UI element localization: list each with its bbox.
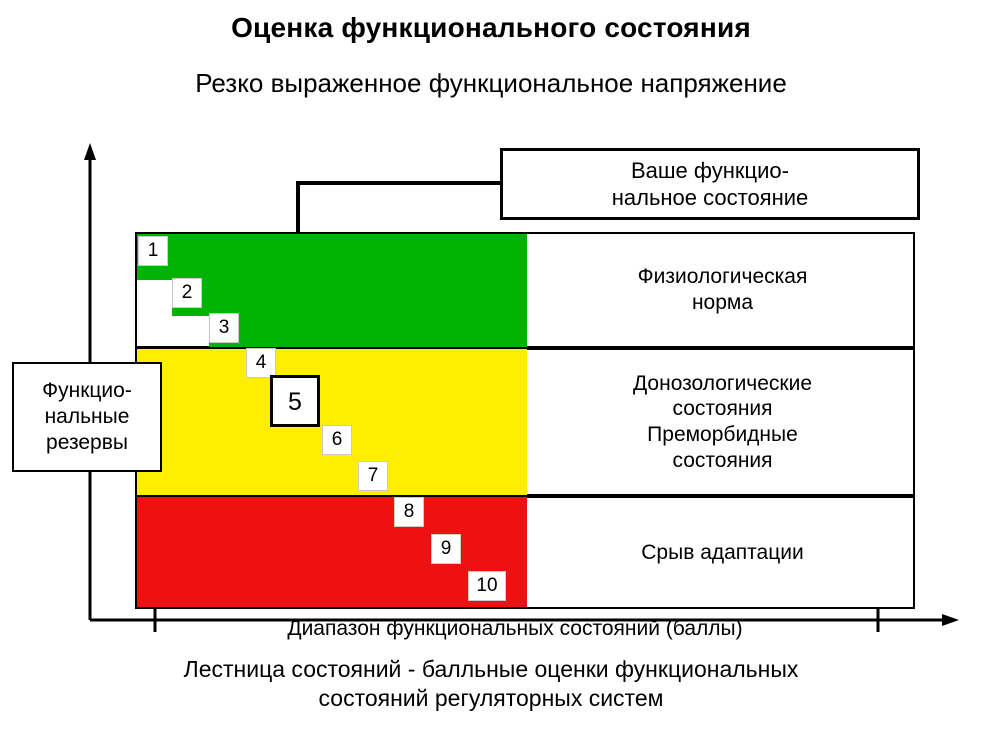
figure-caption [0, 655, 982, 714]
step-box-7: 7 [358, 461, 388, 491]
step-box-5-current: 5 [270, 375, 320, 427]
zone-green-3 [209, 316, 527, 347]
callout-line2: нальное состояние [611, 185, 809, 210]
x-axis-caption: Диапазон функциональных состояний (баллы) [287, 617, 743, 640]
zone-yellow-4 [246, 349, 527, 377]
reserves-line3: резервы [46, 431, 128, 455]
zone-green-1 [137, 234, 527, 280]
figure-caption-line2: состояний регуляторных систем [318, 685, 664, 712]
band-label-physiological-norm [530, 232, 915, 348]
step-box-10: 10 [468, 571, 506, 601]
band-label-line4: состояния [672, 448, 773, 472]
step-box-1: 1 [138, 236, 168, 266]
band-label-line3: Преморбидные [647, 423, 798, 446]
band-label-prenosological [530, 348, 915, 496]
page-title: Оценка функционального состояния [231, 12, 751, 43]
band-label-line1: Срыв адаптации [641, 540, 804, 564]
reserves-line1: Функцио- [42, 378, 132, 402]
page-subtitle: Резко выраженное функциональное напряжение [195, 68, 787, 98]
figure-caption-line1: Лестница состояний - балльные оценки функциональных [183, 656, 799, 682]
step-box-9: 9 [431, 534, 461, 564]
step-box-3: 3 [209, 313, 239, 343]
callout-your-functional-state [500, 148, 920, 220]
band-label-line2: норма [691, 291, 754, 314]
callout-line1: Ваше функцио- [631, 157, 789, 183]
label-functional-reserves [12, 362, 162, 472]
band-label-line2: состояния [672, 397, 773, 421]
step-box-6: 6 [322, 425, 352, 455]
step-box-4: 4 [246, 348, 276, 378]
zone-green-2 [172, 280, 527, 316]
reserves-line2: нальные [44, 404, 130, 428]
band-label-line1: Донозологические [632, 371, 813, 395]
band-label-line1: Физиологическая [637, 265, 808, 289]
step-box-8: 8 [394, 497, 424, 527]
step-box-2: 2 [172, 278, 202, 308]
band-label-adaptation-breakdown [530, 496, 915, 609]
